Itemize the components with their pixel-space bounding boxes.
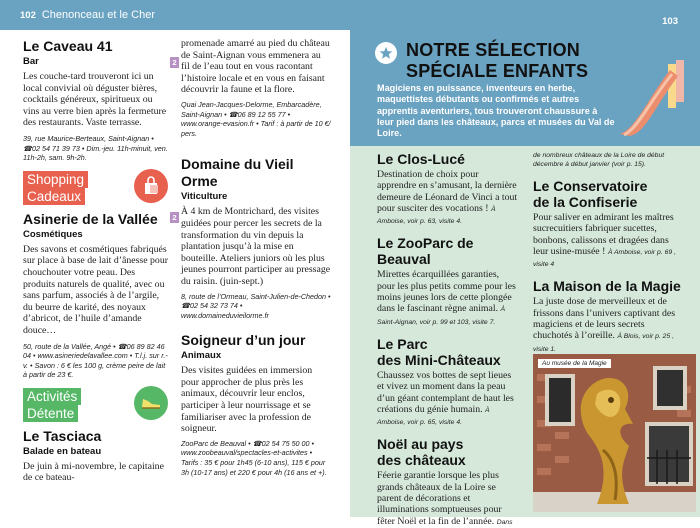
entry-title: Asinerie de la Vallée [23,210,158,227]
entry-description: Destination de choix pour apprendre en s’amusant, la dernière demeure de Léonard de Vinci a tout pour susciter des vocations ! À Amboise, voir p. 63, visite 4. [377,169,518,226]
entry-reference: À Blois, voir p. 25 , visite 1. [533,333,675,353]
entry-clos-luce [377,151,519,227]
entry-title: Domaine du Vieil Orme [181,156,294,190]
star-icon [375,42,397,64]
entry-title: Le Clos-Lucé [377,151,465,167]
entry-soigneur [181,332,331,477]
photo-caption: Au musée de la Magie [538,359,611,368]
entry-description: La juste dose de merveilleux et de frissons dans l’univers captivant des magiciens et de leurs secrets chuchotés à l’oreille. À Blois, voir p. 25 , visite 1. [533,296,676,353]
sneaker-icon [134,386,168,420]
entry-description: À 4 km de Montrichard, des visites guidées pour percer les secrets de la transformation du vin depuis la plantation jusqu’à la mise en bouteille. Ateliers juniors où les plus jeunes pourront participer au pressage du raisin. (juin-sept.) [181,206,331,287]
shopping-bag-icon [134,169,168,203]
entry-reference: Dans [496,518,513,526]
left-column-2 [181,38,331,477]
entry-tasciaca-continued [181,38,331,138]
selection-intro: Magiciens en puissance, inventeurs en herbe, maquettistes débutants ou confirmés et autres apprentis aventuriers, tous trouveront chaussure à leur pied dans les châteaux, parcs et musées du Val de Loire. [377,83,615,139]
entry-title: Le Conservatoire de la Confiserie [533,178,648,210]
title-line: SPÉCIALE ENFANTS [406,61,589,81]
entry-category: Animaux [181,350,222,362]
entry-description: Féerie garantie lorsque les plus grands châteaux de la Loire se parent de décorations et illuminations somptueuses pour fêter Noël et la fin de l’année. Dans [377,470,513,527]
left-page [0,0,350,517]
page-number-left: 102 [20,9,36,21]
entry-maison-magie [533,278,685,354]
selection-title [406,40,588,82]
photo-illustration [533,354,696,512]
entry-description: Les couche-tard trouveront ici un local convivial où déguster bières, cocktails généreux, spiritueux ou vins au verre bien après la fermeture des restaurants. Vaste terrasse. [23,71,167,129]
entry-caveau-41 [23,38,177,163]
entry-address: ZooParc de Beauval • ☎02 54 75 50 00 • www.zoobeauval/spectacles-et-activites • Tarifs : 35 € pour 1h45 (6-10 ans), 115 € pour 3h (10-17 ans) et 220 € pour 4h (16 ans et +). [181,438,327,477]
entry-title: Le ZooParc de Beauval [377,235,474,268]
entry-category: Balade en bateau [23,445,102,457]
entry-reference: À Amboise, voir p. 65, visite 4. [377,406,490,427]
entry-description: Pour saliver en admirant les maîtres sucrecuitiers fabriquer sucettes, bonbons, calissons et dragées dans leur usine-musée ! À Amboise, voir p. 69 , visite 4 [533,212,676,269]
entry-title: Le Caveau 41 [23,38,113,54]
page-number-right: 103 [662,16,678,27]
entry-description: Mirettes écarquillées garanties, pour les plus petits comme pour les moins jeunes lors de cette plongée dans le fascinant règne animal. À Saint-Aignan, voir p. 99 et 103, visite 7. [377,269,516,326]
left-column-1 [23,38,177,484]
kids-selection-header [350,0,700,146]
chapter-title: Chenonceau et le Cher [41,9,155,21]
running-header [0,0,350,30]
entry-reference: À Amboise, voir p. 63, visite 4. [377,205,496,226]
banner-line: Shopping [23,171,88,188]
banner-line: Détente [23,405,78,422]
entry-address: 39, rue Maurice-Berteaux, Saint-Aignan • ☎02 54 71 39 73 • Dim.-jeu. 11h-minuit, ven. 11h-2h, sam. 9h-2h. [23,133,168,163]
title-line: NOTRE SÉLECTION [406,40,581,60]
entry-title: Noël au pays des châteaux [377,436,466,469]
entry-tasciaca [23,428,168,484]
banner-line: Activités [23,388,81,405]
entry-reference: À Saint-Aignan, voir p. 99 et 103, visite 7. [377,306,506,326]
entry-title: Le Tasciaca [23,427,102,444]
entry-description: De juin à mi-novembre, le capitaine de ce bateau- [23,460,164,484]
magic-museum-photo [533,354,696,512]
entry-title: Soigneur d’un jour [181,332,306,349]
section-banner-shopping [23,171,168,203]
right-column-2 [533,151,685,355]
entry-zooparc [377,235,519,327]
price-badge: 2 [170,212,179,223]
banner-line: Cadeaux [23,188,85,205]
playground-slide-icon [618,58,688,136]
entry-noel [377,436,519,527]
entry-title: La Maison de la Magie [533,278,681,295]
price-badge: 2 [170,57,179,68]
entry-category: Cosmétiques [23,228,83,240]
entry-asinerie [23,210,177,380]
entry-mini-chateaux [377,336,519,428]
entry-title: Le Parc des Mini-Châteaux [377,335,501,368]
entry-address: 50, route de la Vallée, Angé • ☎06 89 82 46 04 • www.asineriedelavallee.com • T.l.j. sur r.-v. • Savon : 6 € les 100 g, crème peire de lait à partir de 23 €. [23,341,168,380]
entry-description: Des visites guidées en immersion pour approcher de plus près les animaux, découvrir leur enclos, participer à leur nourrissage et se familiariser avec la profession de soigneur. [181,365,313,435]
entry-category: Bar [23,56,39,67]
right-page [350,0,700,527]
entry-category: Viticulture [181,191,228,203]
entry-confiserie [533,178,685,270]
entry-address: 8, route de l’Ormeau, Saint-Julien-de-Chedon • ☎02 54 32 73 74 • www.domaineduvieilorme.fr [181,291,331,320]
entry-description: Chaussez vos bottes de sept lieues et vivez un moment dans la peau d’un géant contemplant de haut les créations du génie humain. À Amboise, voir p. 65, visite 4. [377,369,514,427]
entry-vieil-orme [181,156,331,320]
right-column-1 [377,151,519,528]
entry-description: Des savons et cosmétiques fabriqués sur place à base de lait d’ânesse pour chouchouter votre peau. Des produits naturels de qualité, avec ou sans parfum, associés à de l’argile, du beurre de karité, des noyaux d’abricot, de l’huile d’amande douce… [23,243,168,336]
noel-continued: de nombreux châteaux de la Loire de début décembre à début janvier (voir p. 15). [533,152,665,168]
entry-reference: À Amboise, voir p. 69 , visite 4 [533,248,676,269]
section-banner-activites [23,388,168,420]
entry-description: promenade amarré au pied du château de Saint-Aignan vous emmenera au fil de l’eau tout en vous racontant l’histoire locale et en vous en faisant découvrir la faune et la flore. [181,38,330,96]
entry-address: Quai Jean-Jacques-Delorme, Embarcadère, Saint-Aignan • ☎06 89 12 55 77 • www.orange-evasion.fr • Tarif : à partir de 10 €/ pers. [181,99,331,138]
